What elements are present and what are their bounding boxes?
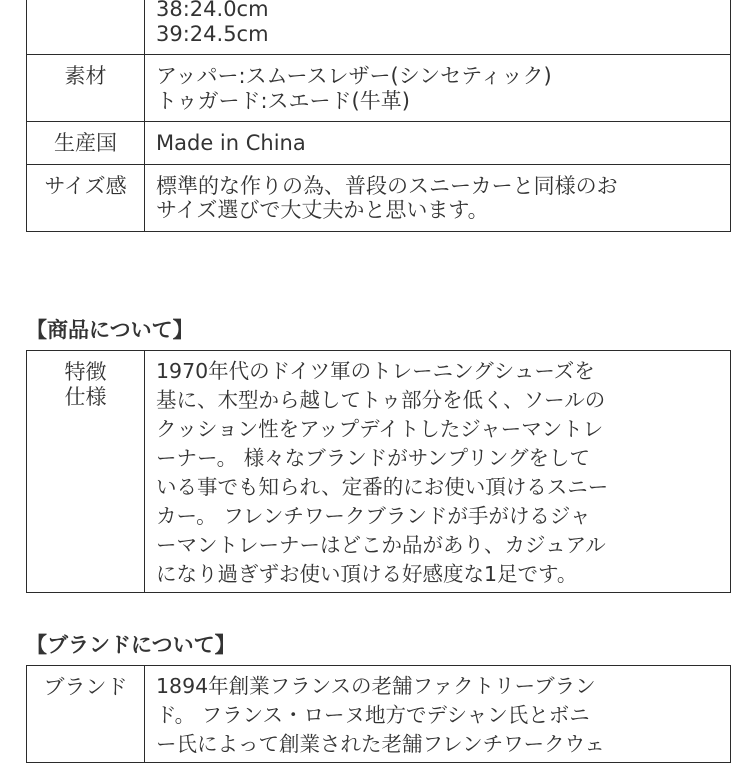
origin-value: Made in China	[145, 122, 731, 165]
spec-table	[26, 0, 731, 232]
product-table	[26, 350, 731, 593]
fit-value-line: 標準的な作りの為、普段のスニーカーと同様のお	[156, 173, 618, 198]
features-text-cell	[145, 351, 731, 593]
origin-row	[27, 122, 731, 165]
fit-row	[27, 164, 731, 231]
material-label: 素材	[27, 55, 145, 122]
material-value-line: トゥガード:スエード(牛革)	[156, 88, 410, 113]
size-value-line: 38:24.0cm	[156, 0, 269, 21]
features-text-line: になり過ぎずお使い頂ける好感度な1足です。	[156, 562, 578, 586]
brand-row	[27, 666, 731, 763]
features-text-line: カー。 フレンチワークブランドが手がけるジャ	[156, 504, 591, 528]
brand-text-line: ド。 フランス・ローヌ地方でデシャン氏とボニ	[156, 703, 590, 727]
features-label-line: 特徴	[64, 360, 107, 384]
brand-text-line: 1894年創業フランスの老舗ファクトリーブラン	[156, 674, 596, 698]
product-section-heading: 【商品について】	[26, 318, 194, 342]
features-row	[27, 351, 731, 593]
material-row	[27, 55, 731, 122]
features-text-line: ーナー。 様々なブランドがサンプリングをして	[156, 446, 590, 470]
size-value-cell	[145, 0, 731, 55]
features-label-cell	[27, 351, 145, 593]
fit-value-cell	[145, 164, 731, 231]
material-value-line: アッパー:スムースレザー(シンセティック)	[156, 64, 552, 88]
size-value-line: 39:24.5cm	[156, 21, 269, 46]
brand-text-line: ー氏によって創業された老舗フレンチワークウェ	[156, 732, 605, 756]
origin-label: 生産国	[27, 122, 145, 165]
features-text-line: 基に、木型から越してトゥ部分を低く、ソールの	[156, 388, 606, 412]
features-text-line: いる事でも知られ、定番的にお使い頂けるスニー	[156, 475, 609, 499]
material-value-cell	[145, 55, 731, 122]
features-text-line: 1970年代のドイツ軍のトレーニングシューズを	[156, 359, 595, 383]
size-label-cell	[27, 0, 145, 55]
fit-value-line: サイズ選びで大丈夫かと思います。	[156, 198, 489, 222]
brand-section-heading: 【ブランドについて】	[26, 633, 236, 657]
features-label-line: 仕様	[64, 384, 107, 409]
brand-label: ブランド	[27, 666, 145, 763]
fit-label: サイズ感	[27, 164, 145, 231]
features-text-line: ーマントレーナーはどこか品があり、カジュアル	[156, 533, 606, 557]
features-text-line: クッション性をアップデイトしたジャーマントレ	[156, 417, 604, 441]
size-row	[27, 0, 731, 55]
brand-table	[26, 665, 731, 763]
brand-text-cell	[145, 666, 731, 763]
